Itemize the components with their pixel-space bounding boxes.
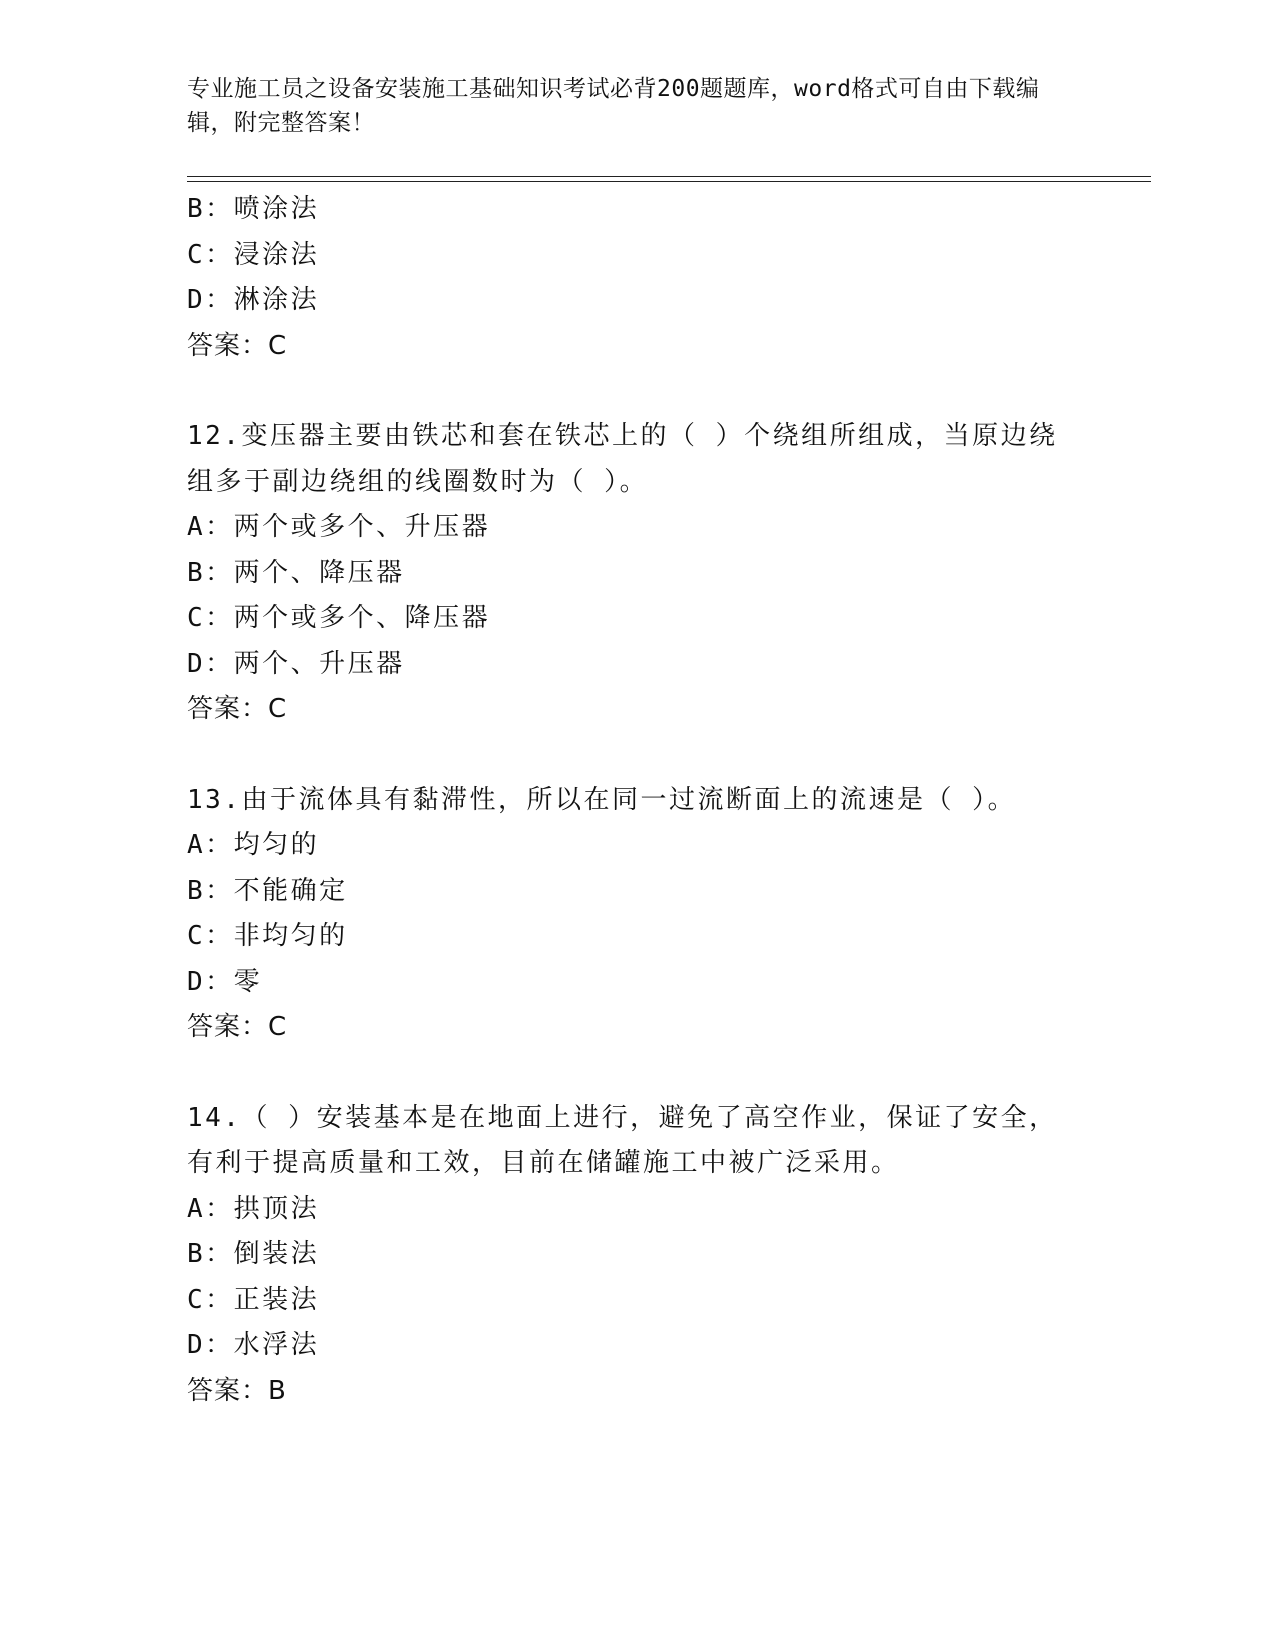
option-c: C：两个或多个、降压器 bbox=[187, 603, 491, 633]
option-b: B：不能确定 bbox=[187, 875, 348, 906]
question-11-continuation bbox=[187, 187, 1087, 369]
question-stem-line: 13.由于流体具有黏滞性，所以在同一过流断面上的流速是（ ）。 bbox=[187, 784, 1017, 815]
question-stem-line: 14.（ ）安装基本是在地面上进行，避免了高空作业，保证了安全， bbox=[187, 1102, 1058, 1133]
question-stem-line: 组多于副边绕组的线圈数时为（ ）。 bbox=[187, 466, 649, 497]
option-c: C：非均匀的 bbox=[187, 921, 348, 951]
option-d: D：零 bbox=[187, 966, 263, 997]
option-c: C：浸涂法 bbox=[187, 239, 320, 270]
answer-line: 答案：C bbox=[187, 694, 288, 724]
header-divider-bottom bbox=[187, 181, 1151, 182]
option-c: C：正装法 bbox=[187, 1284, 320, 1315]
question-14 bbox=[187, 1096, 1087, 1415]
page-header bbox=[187, 72, 1067, 140]
option-a: A：均匀的 bbox=[187, 830, 320, 860]
question-12 bbox=[187, 414, 1087, 733]
answer-line: 答案：C bbox=[187, 330, 288, 361]
spacer bbox=[187, 369, 1087, 414]
option-d: D：两个、升压器 bbox=[187, 648, 405, 679]
option-b: B：两个、降压器 bbox=[187, 557, 405, 588]
question-13 bbox=[187, 778, 1087, 1051]
spacer bbox=[187, 733, 1087, 778]
spacer bbox=[187, 1051, 1087, 1096]
answer-line: 答案：B bbox=[187, 1375, 287, 1406]
option-a: A：两个或多个、升压器 bbox=[187, 512, 491, 542]
question-stem-line: 有利于提高质量和工效，目前在储罐施工中被广泛采用。 bbox=[187, 1148, 900, 1178]
option-b: B：倒装法 bbox=[187, 1239, 320, 1269]
header-divider-top bbox=[187, 176, 1151, 177]
option-b: B：喷涂法 bbox=[187, 194, 320, 224]
option-d: D：淋涂法 bbox=[187, 285, 320, 315]
option-d: D：水浮法 bbox=[187, 1330, 320, 1360]
header-title: 专业施工员之设备安装施工基础知识考试必背200题题库，word格式可自由下载编辑，附完整答案！ bbox=[187, 76, 1040, 136]
answer-line: 答案：C bbox=[187, 1012, 288, 1042]
option-a: A：拱顶法 bbox=[187, 1193, 320, 1224]
question-list bbox=[187, 187, 1087, 1414]
question-stem-line: 12.变压器主要由铁芯和套在铁芯上的（ ）个绕组所组成，当原边绕 bbox=[187, 421, 1058, 451]
